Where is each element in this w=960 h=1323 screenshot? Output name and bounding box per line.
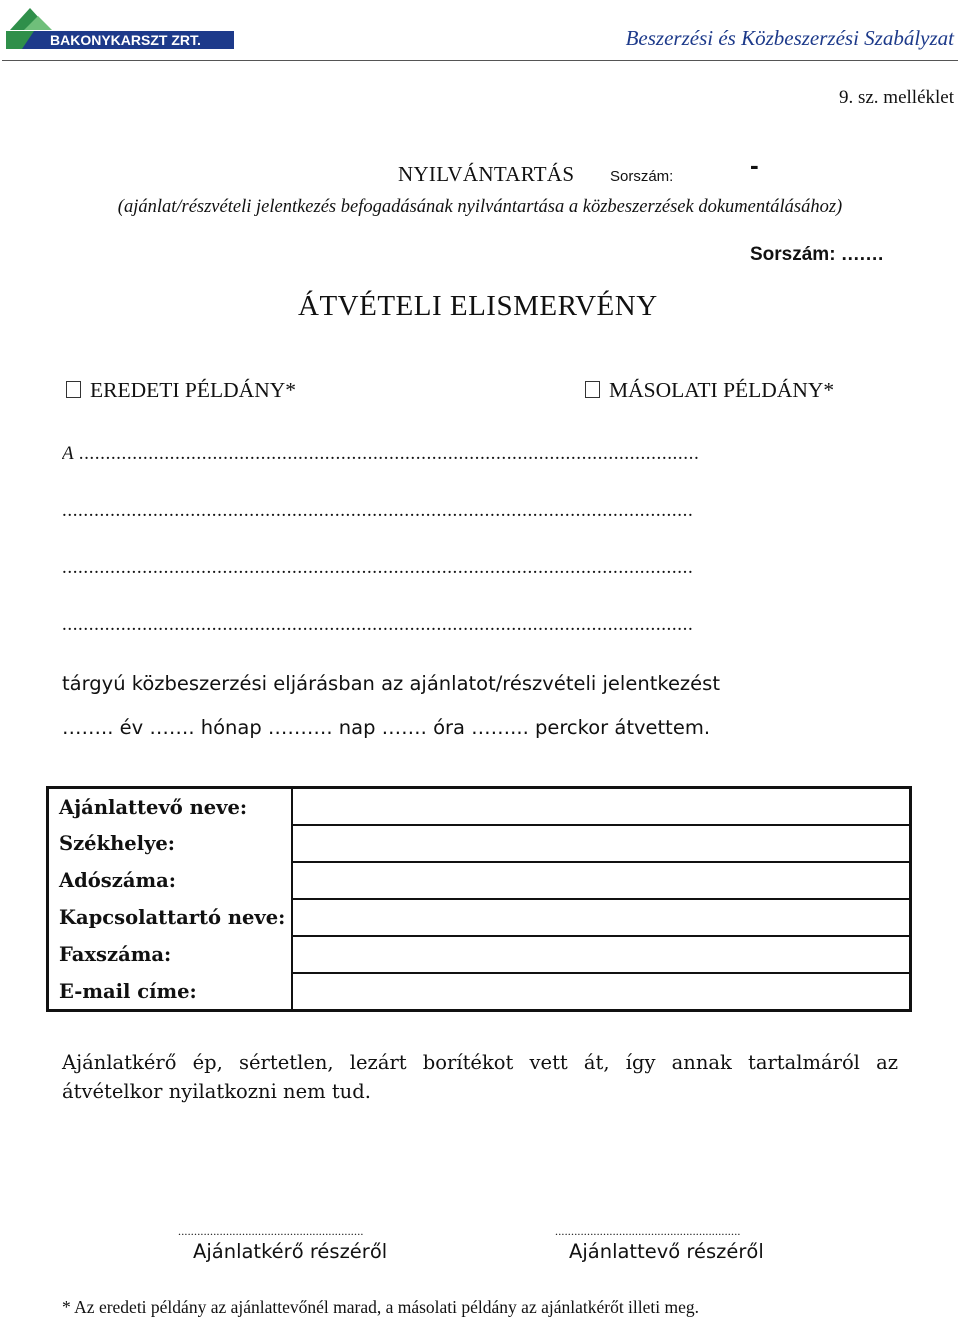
table-row xyxy=(48,825,911,862)
bidder-seat-field[interactable] xyxy=(292,825,911,862)
annex-number: 9. sz. melléklet xyxy=(838,87,954,108)
bidder-tax-label: Adószáma: xyxy=(48,862,293,899)
bidder-name-label: Ajánlattevő neve: xyxy=(48,788,293,826)
regulation-title: Beszerzési és Közbeszerzési Szabályzat xyxy=(625,26,954,50)
envelope-note: Ajánlatkérő ép, sértetlen, lezárt borítékot vett át, így annak tartalmáról az átvételkor nyilatkozni nem tud. xyxy=(62,1051,898,1103)
company-logo xyxy=(4,4,236,52)
original-copy-option[interactable] xyxy=(66,378,296,403)
fax-field[interactable] xyxy=(292,936,911,973)
header-divider xyxy=(2,60,958,61)
register-serial-label: Sorszám: xyxy=(610,168,674,185)
duplicate-copy-checkbox[interactable] xyxy=(585,381,600,398)
email-field[interactable] xyxy=(292,973,911,1011)
logo-text: BAKONYKARSZT ZRT. xyxy=(50,32,201,48)
contact-name-field[interactable] xyxy=(292,899,911,936)
bidder-seat-label: Székhelye: xyxy=(48,825,293,862)
register-subtitle: (ajánlat/részvételi jelentkezés befogadásának nyilvántartása a közbeszerzések dokumentálásához) xyxy=(117,197,843,217)
bidder-signature-line[interactable]: .......................................................... xyxy=(555,1224,741,1238)
table-row xyxy=(48,862,911,899)
document-title: ÁTVÉTELI ELISMERVÉNY xyxy=(298,290,658,322)
requester-signature-label: Ajánlatkérő részéről xyxy=(193,1240,388,1263)
fill-line-4[interactable]: ...................................................................................................................... xyxy=(62,614,694,635)
table-row xyxy=(48,973,911,1011)
bidder-tax-field[interactable] xyxy=(292,862,911,899)
fill-line-1[interactable]: A .................................................................................................................... xyxy=(62,443,700,464)
email-label: E-mail címe: xyxy=(48,973,293,1011)
receipt-serial: Sorszám: ….… xyxy=(750,244,885,265)
duplicate-copy-label: MÁSOLATI PÉLDÁNY* xyxy=(609,378,835,402)
table-row xyxy=(48,788,911,826)
fill-line-3[interactable]: ...................................................................................................................... xyxy=(62,557,694,578)
register-title: NYILVÁNTARTÁS xyxy=(398,162,575,186)
register-serial-dash: - xyxy=(750,150,759,180)
fill-line-2[interactable]: ...................................................................................................................... xyxy=(62,500,694,521)
contact-name-label: Kapcsolattartó neve: xyxy=(48,899,293,936)
original-copy-checkbox[interactable] xyxy=(66,381,81,398)
subject-text: tárgyú közbeszerzési eljárásban az ajánlatot/részvételi jelentkezést xyxy=(62,672,720,695)
bidder-details-table xyxy=(46,786,912,1012)
table-row xyxy=(48,936,911,973)
bidder-name-field[interactable] xyxy=(292,788,911,826)
receipt-time-line[interactable]: …….. év ……. hónap ………. nap ……. óra ……... perckor átvettem. xyxy=(62,716,711,739)
duplicate-copy-option[interactable] xyxy=(585,378,834,403)
requester-signature-line[interactable]: .......................................................... xyxy=(178,1224,364,1238)
original-copy-label: EREDETI PÉLDÁNY* xyxy=(90,378,297,402)
table-row xyxy=(48,899,911,936)
fax-label: Faxszáma: xyxy=(48,936,293,973)
footnote: * Az eredeti példány az ajánlattevőnél marad, a másolati példány az ajánlatkérőt illeti meg. xyxy=(62,1297,700,1317)
bidder-signature-label: Ajánlattevő részéről xyxy=(569,1240,764,1263)
